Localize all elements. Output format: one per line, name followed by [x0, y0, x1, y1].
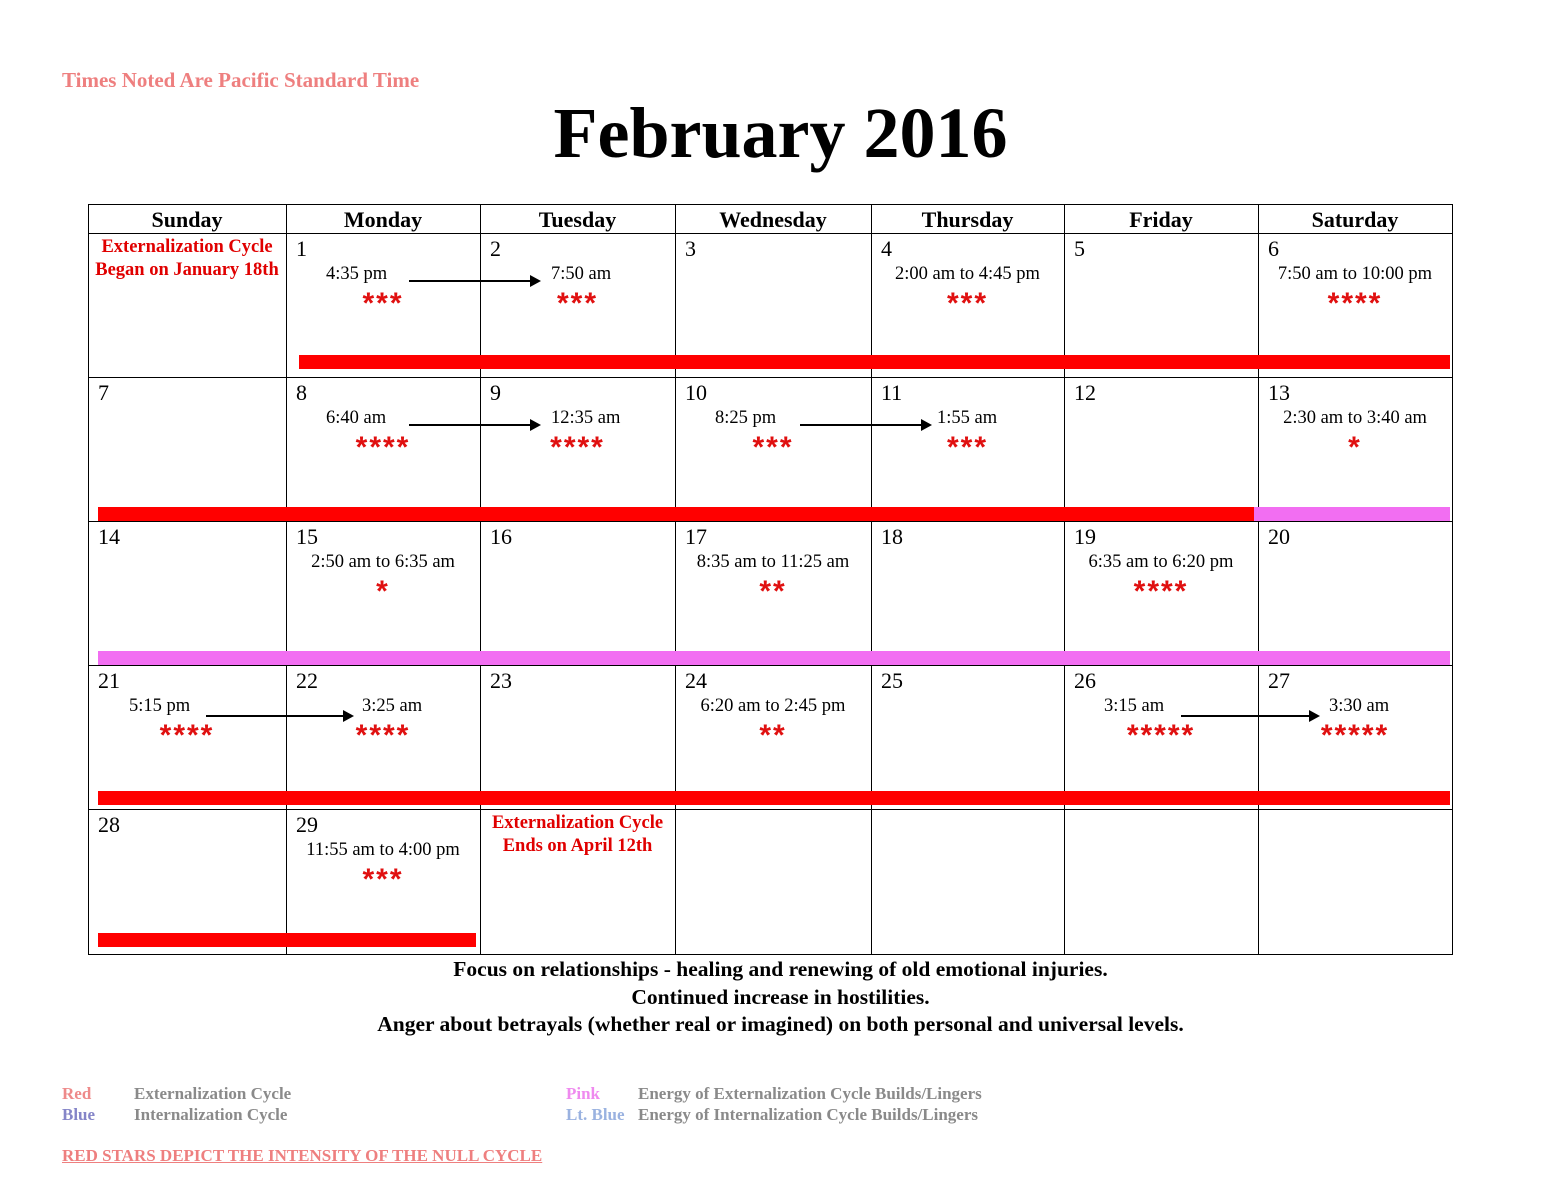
event-time: 7:50 am — [551, 264, 612, 284]
intensity-stars: *** — [362, 287, 404, 320]
intensity-stars: **** — [159, 719, 215, 752]
note-line: Continued increase in hostilities. — [631, 984, 930, 1009]
day-cell — [675, 378, 871, 521]
cycle-end-note: Externalization Cycle Ends on April 12th — [491, 813, 664, 856]
day-cell — [675, 522, 871, 665]
day-number: 10 — [685, 380, 707, 405]
weekday-header: Sunday — [151, 207, 223, 232]
intensity-stars: *** — [556, 287, 599, 320]
day-cell — [1258, 666, 1452, 809]
day-number: 6 — [1268, 236, 1279, 261]
intensity-stars: **** — [355, 431, 411, 464]
event-time: 11:55 am to 4:00 pm — [306, 840, 460, 860]
weekday-header: Thursday — [921, 207, 1014, 232]
day-number: 27 — [1268, 668, 1290, 693]
day-cell — [871, 666, 1064, 809]
day-number: 17 — [685, 524, 707, 549]
day-number: 28 — [98, 812, 120, 837]
day-number: 21 — [98, 668, 120, 693]
day-number: 18 — [881, 524, 903, 549]
event-time: 3:25 am — [362, 696, 423, 716]
day-cell — [1258, 378, 1452, 521]
day-number: 9 — [490, 380, 501, 405]
event-time: 8:35 am to 11:25 am — [696, 552, 850, 572]
legend-red-key: Red — [62, 1084, 92, 1103]
weekday-header: Wednesday — [719, 207, 827, 232]
externalization-bar — [299, 355, 1450, 369]
intensity-stars: **** — [1327, 287, 1383, 320]
event-time: 8:25 pm — [715, 408, 777, 428]
arrow-icon — [1181, 715, 1318, 717]
weekday-header: Friday — [1129, 207, 1193, 232]
day-number: 2 — [490, 236, 501, 261]
intensity-stars: ***** — [1126, 719, 1196, 752]
page-title: February 2016 — [553, 93, 1008, 173]
externalization-bar — [98, 933, 476, 947]
day-number: 26 — [1074, 668, 1096, 693]
day-cell — [480, 522, 675, 665]
externalization-bar — [98, 791, 1450, 805]
legend-blue-key: Blue — [62, 1105, 96, 1124]
intensity-stars: **** — [1133, 575, 1189, 608]
note-line: Focus on relationships - healing and renewing of old emotional injuries. — [453, 957, 1108, 981]
intensity-stars: * — [376, 575, 390, 608]
day-number: 22 — [296, 668, 318, 693]
event-time: 2:50 am to 6:35 am — [311, 552, 455, 572]
intensity-stars: *** — [946, 431, 989, 464]
event-time: 6:35 am to 6:20 pm — [1088, 552, 1234, 572]
day-cell — [88, 378, 286, 521]
day-number: 20 — [1268, 524, 1290, 549]
day-cell — [88, 522, 286, 665]
day-number: 11 — [881, 380, 903, 405]
event-time: 3:30 am — [1329, 696, 1390, 716]
day-number: 1 — [296, 236, 307, 261]
arrow-icon — [206, 715, 352, 717]
legend-pink-key: Pink — [566, 1084, 601, 1103]
day-cell — [286, 378, 480, 521]
day-number: 24 — [685, 668, 707, 693]
day-cell — [480, 666, 675, 809]
day-number: 19 — [1074, 524, 1096, 549]
event-time: 4:35 pm — [326, 264, 388, 284]
arrow-icon — [409, 424, 539, 426]
stars-footnote: RED STARS DEPICT THE INTENSITY OF THE NULL CYCLE — [62, 1146, 543, 1165]
grid-line — [88, 954, 1453, 955]
legend-red-label: Externalization Cycle — [134, 1084, 292, 1103]
day-number: 12 — [1074, 380, 1096, 405]
intensity-stars: **** — [355, 719, 411, 752]
day-number: 29 — [296, 812, 318, 837]
weekday-header: Saturday — [1311, 207, 1399, 232]
day-number: 3 — [685, 236, 696, 261]
event-time: 1:55 am — [937, 408, 998, 428]
intensity-stars: **** — [550, 431, 605, 464]
day-number: 13 — [1268, 380, 1290, 405]
legend-ltblue-key: Lt. Blue — [566, 1105, 625, 1124]
legend-pink-label: Energy of Externalization Cycle Builds/Lingers — [638, 1084, 982, 1103]
notes-block — [0, 956, 1561, 1039]
weekday-header: Monday — [343, 207, 423, 232]
calendar-grid — [88, 204, 1453, 955]
day-cell — [1064, 666, 1258, 809]
legend-blue-label: Internalization Cycle — [134, 1105, 288, 1124]
event-time: 7:50 am to 10:00 pm — [1277, 264, 1433, 284]
event-time: 5:15 pm — [129, 696, 191, 716]
lingering-energy-bar — [98, 651, 1450, 665]
intensity-stars: ***** — [1320, 719, 1390, 752]
day-cell — [286, 522, 480, 665]
timezone-note: Times Noted Are Pacific Standard Time — [62, 68, 420, 92]
note-line: Anger about betrayals (whether real or imagined) on both personal and universal levels. — [377, 1012, 1184, 1036]
day-cell — [88, 666, 286, 809]
day-number: 7 — [98, 380, 109, 405]
day-cell — [1258, 522, 1452, 665]
day-cell — [871, 378, 1064, 521]
day-number: 5 — [1074, 236, 1085, 261]
event-time: 2:00 am to 4:45 pm — [895, 264, 1040, 284]
intensity-stars: *** — [946, 287, 989, 320]
day-number: 4 — [881, 236, 892, 261]
day-cell — [480, 810, 675, 954]
externalization-bar — [98, 507, 1254, 521]
intensity-stars: * — [1348, 431, 1362, 464]
day-cell — [480, 378, 675, 521]
day-cell — [871, 522, 1064, 665]
day-number: 14 — [98, 524, 120, 549]
arrow-icon — [800, 424, 930, 426]
day-cell — [88, 234, 286, 377]
day-cell — [675, 666, 871, 809]
event-time: 6:40 am — [326, 408, 387, 428]
arrow-icon — [409, 280, 539, 282]
day-number: 8 — [296, 380, 307, 405]
day-number: 25 — [881, 668, 903, 693]
event-time: 2:30 am to 3:40 am — [1283, 408, 1427, 428]
day-number: 16 — [490, 524, 512, 549]
legend-ltblue-label: Energy of Internalization Cycle Builds/Lingers — [638, 1105, 978, 1124]
intensity-stars: ** — [759, 575, 787, 608]
day-cell — [286, 666, 480, 809]
event-time: 3:15 am — [1104, 696, 1165, 716]
lingering-energy-bar — [1254, 507, 1450, 521]
grid-line — [1452, 204, 1453, 955]
cycle-start-note: Externalization Cycle Began on January 18th — [95, 237, 279, 280]
event-time: 6:20 am to 2:45 pm — [700, 696, 846, 716]
day-cell — [1064, 522, 1258, 665]
intensity-stars: *** — [752, 431, 794, 464]
intensity-stars: *** — [362, 863, 404, 896]
event-time: 12:35 am — [551, 408, 621, 428]
intensity-stars: ** — [759, 719, 787, 752]
day-cell — [1064, 378, 1258, 521]
weekday-header: Tuesday — [538, 207, 617, 232]
day-number: 15 — [296, 524, 318, 549]
day-number: 23 — [490, 668, 512, 693]
